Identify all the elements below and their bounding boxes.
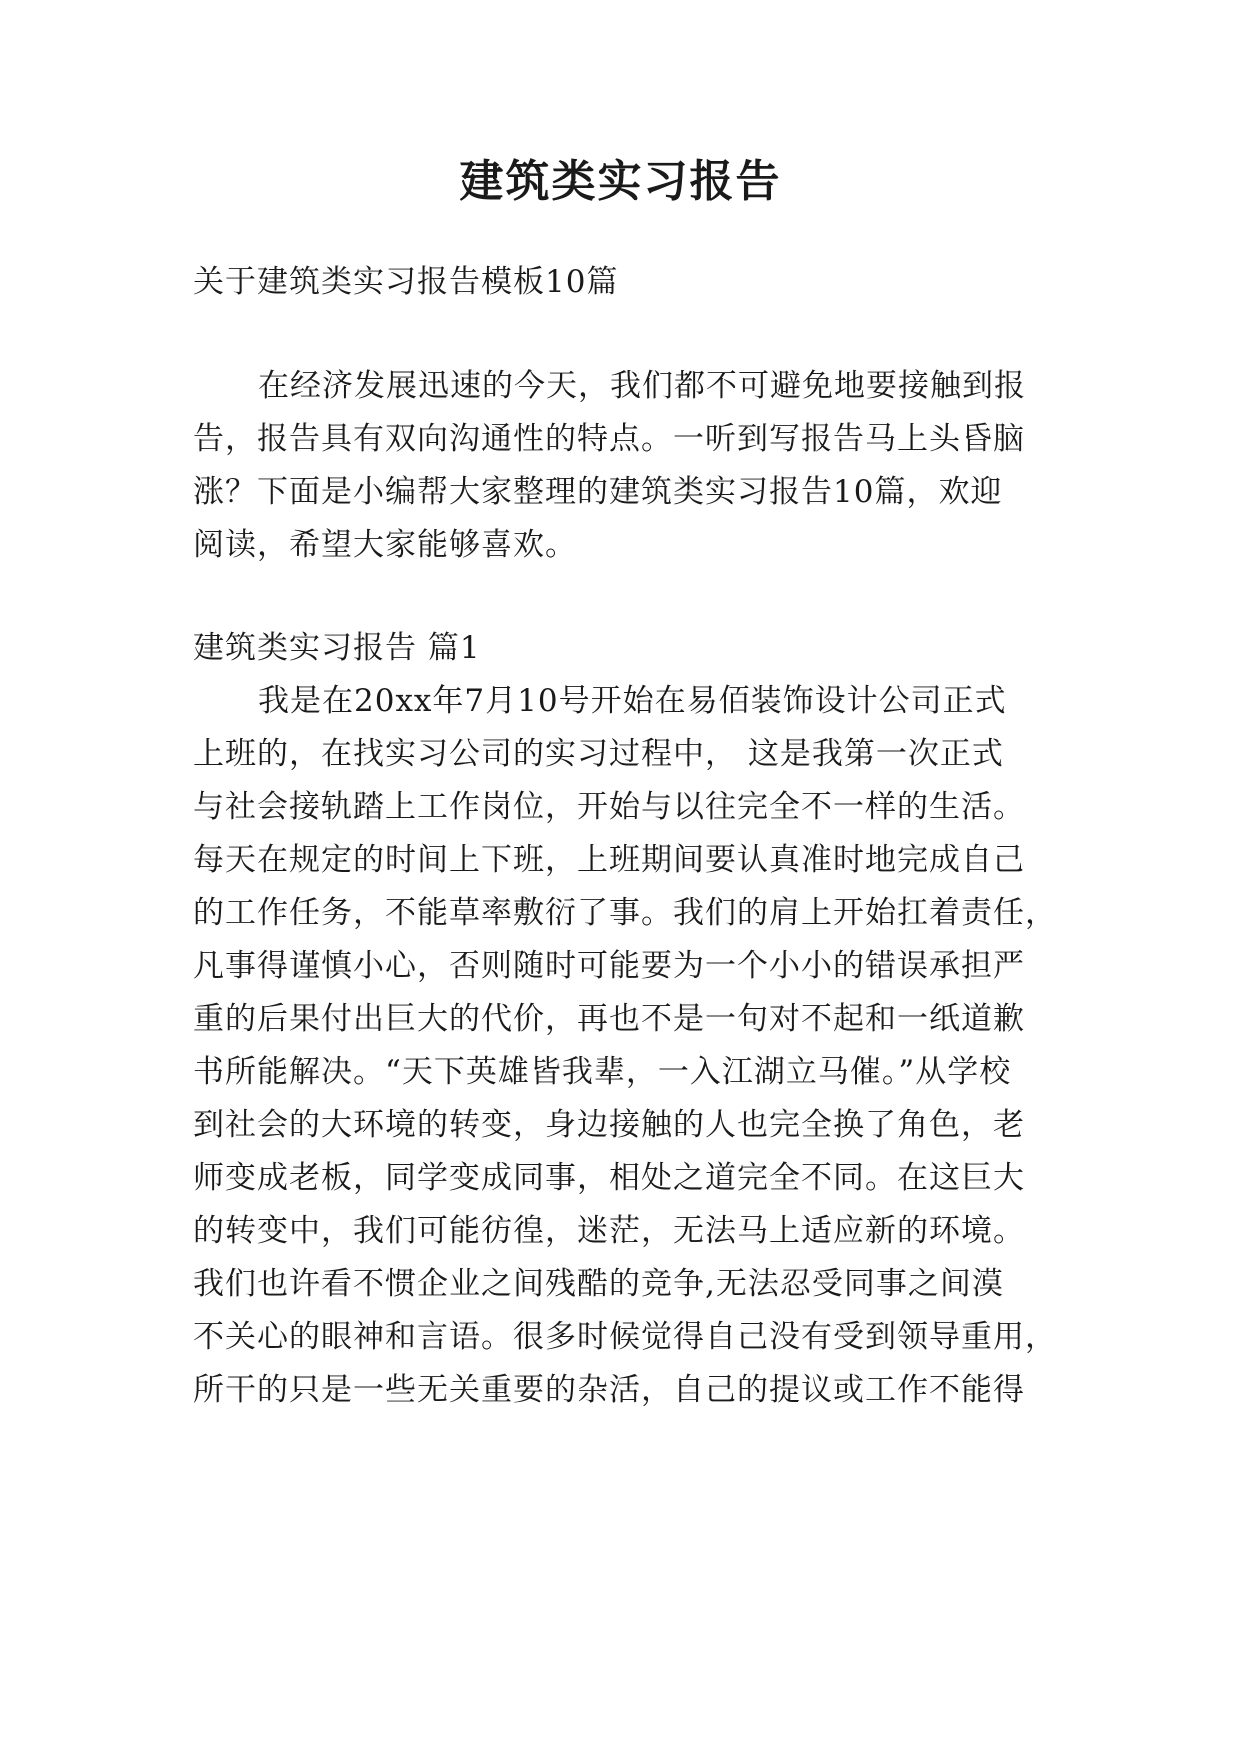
body-line: 的转变中，我们可能彷徨，迷茫，无法马上适应新的环境。 [193, 1213, 1025, 1249]
intro-line: 阅读，希望大家能够喜欢。 [193, 527, 577, 563]
body-line: 我是在20xx年7月10号开始在易佰装饰设计公司正式 [258, 683, 1007, 719]
section-heading: 建筑类实习报告 篇1 [193, 630, 481, 666]
body-line: 的工作任务，不能草率敷衍了事。我们的肩上开始扛着责任， [193, 895, 1057, 931]
body-line: 重的后果付出巨大的代价，再也不是一句对不起和一纸道歉 [193, 1001, 1025, 1037]
body-line: 上班的，在找实习公司的实习过程中， 这是我第一次正式 [193, 736, 1004, 772]
intro-line: 涨？下面是小编帮大家整理的建筑类实习报告10篇，欢迎 [193, 474, 1003, 510]
body-line: 书所能解决。“天下英雄皆我辈，一入江湖立马催。”从学校 [193, 1054, 1012, 1090]
body-line: 凡事得谨慎小心，否则随时可能要为一个小小的错误承担严 [193, 948, 1025, 984]
document-title: 建筑类实习报告 [459, 156, 782, 207]
body-line: 每天在规定的时间上下班，上班期间要认真准时地完成自己 [193, 842, 1025, 878]
body-line: 所干的只是一些无关重要的杂活，自己的提议或工作不能得 [193, 1372, 1025, 1408]
body-line: 我们也许看不惯企业之间残酷的竞争,无法忍受同事之间漠 [193, 1266, 1004, 1302]
body-line: 不关心的眼神和言语。很多时候觉得自己没有受到领导重用， [193, 1319, 1057, 1355]
intro-line: 告，报告具有双向沟通性的特点。一听到写报告马上头昏脑 [193, 421, 1025, 457]
body-line: 师变成老板，同学变成同事，相处之道完全不同。在这巨大 [193, 1160, 1025, 1196]
intro-line: 在经济发展迅速的今天，我们都不可避免地要接触到报 [258, 368, 1026, 404]
body-line: 到社会的大环境的转变，身边接触的人也完全换了角色，老 [193, 1107, 1025, 1143]
body-line: 与社会接轨踏上工作岗位，开始与以往完全不一样的生活。 [193, 789, 1025, 825]
document-subtitle: 关于建筑类实习报告模板10篇 [193, 264, 619, 300]
